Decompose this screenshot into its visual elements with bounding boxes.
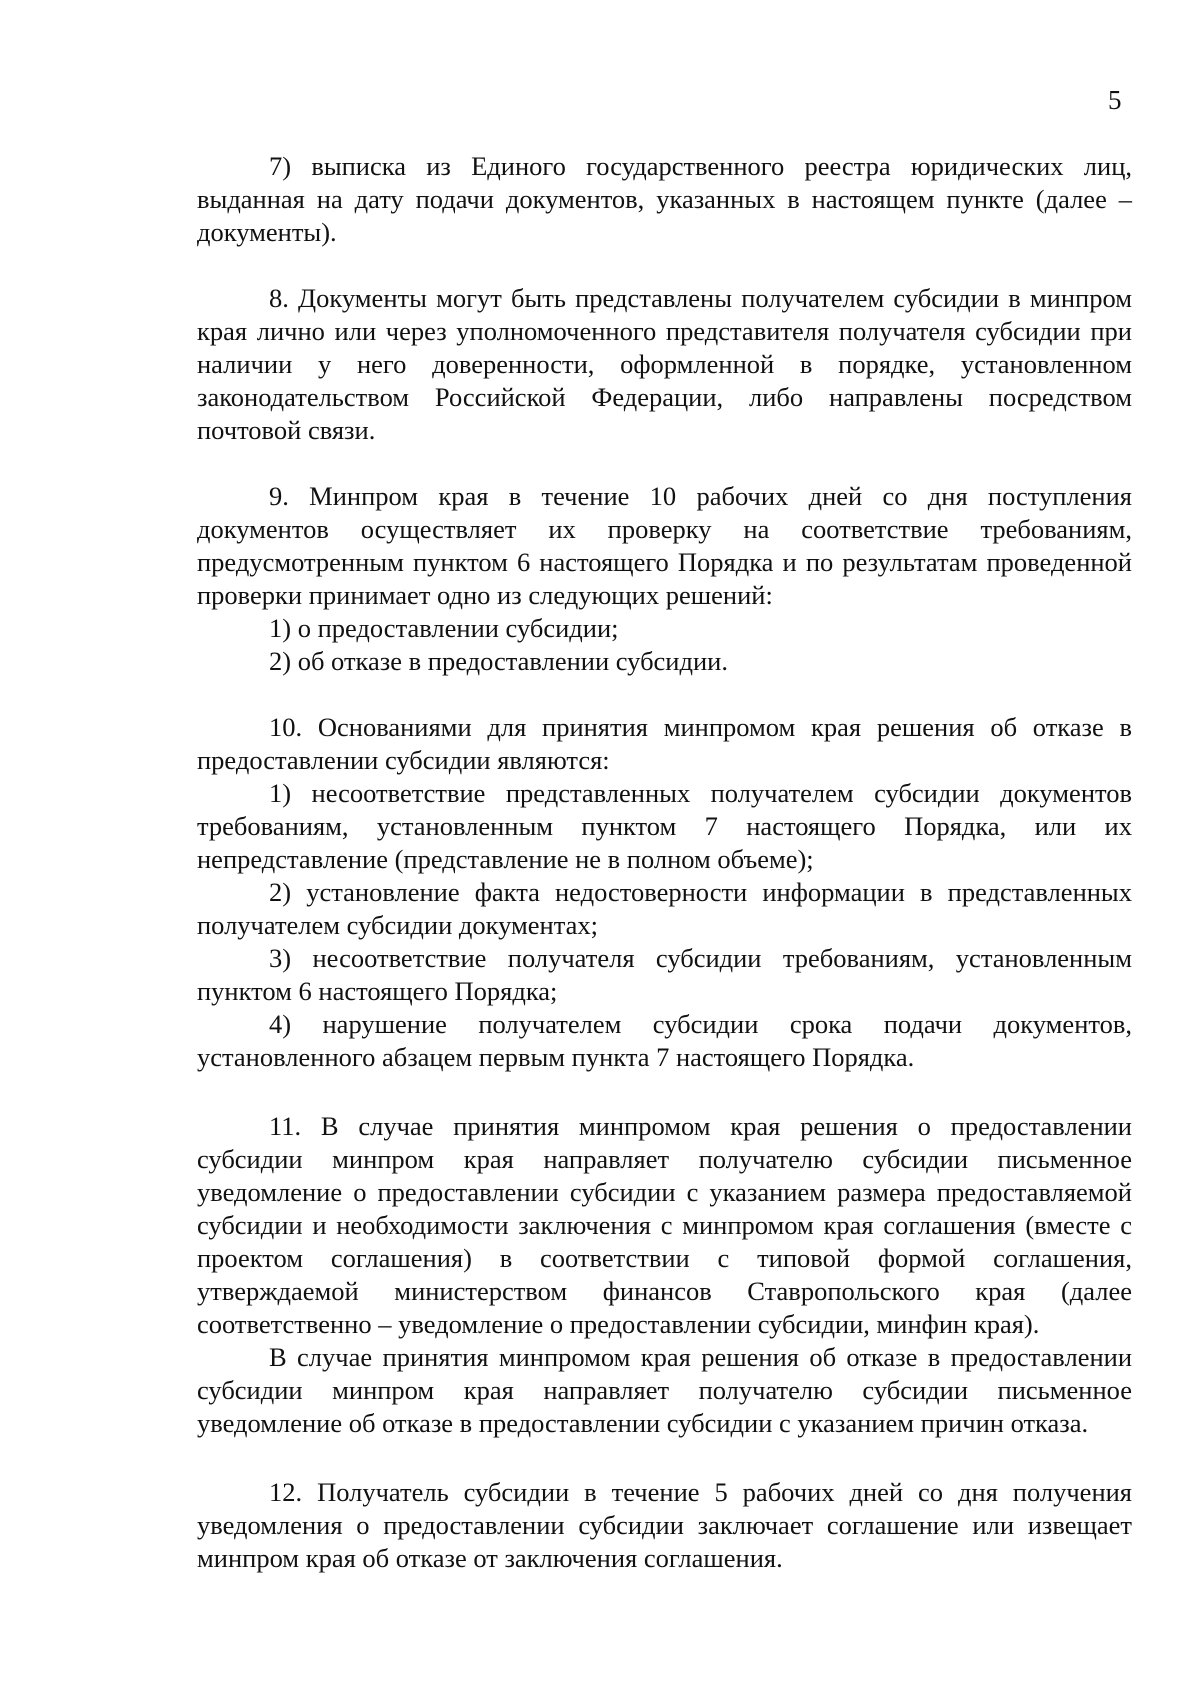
- paragraph-10-item-2: 2) установление факта недостоверности информации в представленных получателем субсидии документах;: [197, 877, 1132, 940]
- paragraph-10-item-4: 4) нарушение получателем субсидии срока подачи документов, установленного абзацем первым пункта 7 настоящего Порядка.: [197, 1009, 1132, 1072]
- paragraph-9-item-1: 1) о предоставлении субсидии;: [269, 613, 619, 643]
- page-number: 5: [1108, 85, 1122, 115]
- paragraph-10: 10. Основаниями для принятия минпромом края решения об отказе в предоставлении субсидии являются:: [197, 712, 1132, 775]
- paragraph-9: 9. Минпром края в течение 10 рабочих дней со дня поступления документов осуществляет их проверку на соответствие требованиям, предусмотренным пунктом 6 настоящего Порядка и по результатам проведенной проверки принимает одно из следующих решений:: [197, 481, 1132, 610]
- paragraph-10-item-3: 3) несоответствие получателя субсидии требованиям, установленным пунктом 6 настоящего Порядка;: [197, 943, 1132, 1006]
- document-body: [197, 150, 1132, 1575]
- paragraph-9-item-2: 2) об отказе в предоставлении субсидии.: [269, 646, 728, 676]
- paragraph-11-second: В случае принятия минпромом края решения об отказе в предоставлении субсидии минпром края направляет получателю субсидии письменное уведомление об отказе в предоставлении субсидии с указанием причин отказа.: [197, 1342, 1132, 1438]
- paragraph-12: 12. Получатель субсидии в течение 5 рабочих дней со дня получения уведомления о предоставлении субсидии заключает соглашение или извещает минпром края об отказе от заключения соглашения.: [197, 1477, 1132, 1573]
- paragraph-8: 8. Документы могут быть представлены получателем субсидии в минпром края лично или через уполномоченного представителя получателя субсидии при наличии у него доверенности, оформленной в порядке, установленном законодательством Российской Федерации, либо направлены посредством почтовой связи.: [197, 283, 1132, 445]
- paragraph-7-item-7: 7) выписка из Единого государственного реестра юридических лиц, выданная на дату подачи документов, указанных в настоящем пункте (далее – документы).: [197, 151, 1132, 247]
- paragraph-10-item-1: 1) несоответствие представленных получателем субсидии документов требованиям, установленным пунктом 7 настоящего Порядка, или их непредставление (представление не в полном объеме);: [197, 778, 1132, 874]
- paragraph-11: 11. В случае принятия минпромом края решения о предоставлении субсидии минпром края направляет получателю субсидии письменное уведомление о предоставлении субсидии с указанием размера предоставляемой субсидии и необходимости заключения с минпромом края соглашения (вместе с проектом соглашения) в соответствии с типовой формой соглашения, утверждаемой министерством финансов Ставропольского края (далее соответственно – уведомление о предоставлении субсидии, минфин края).: [197, 1111, 1132, 1339]
